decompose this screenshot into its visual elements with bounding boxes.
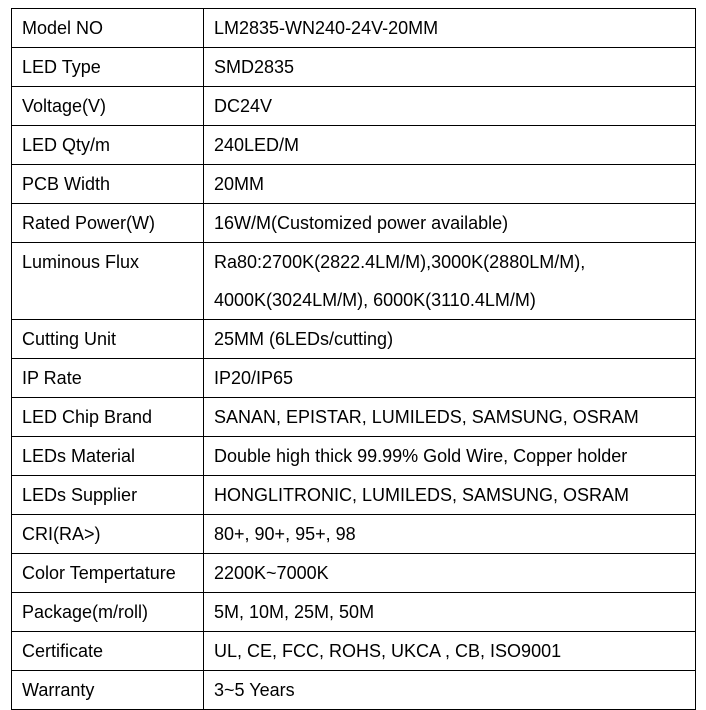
spec-value: [204, 243, 696, 320]
spec-value: [204, 515, 696, 554]
spec-row: [12, 48, 696, 87]
spec-value: [204, 632, 696, 671]
spec-row: [12, 671, 696, 710]
spec-label: Warranty: [12, 671, 204, 710]
spec-row: [12, 398, 696, 437]
spec-value: [204, 204, 696, 243]
spec-value-line: DC24V: [214, 96, 273, 116]
spec-row: [12, 515, 696, 554]
spec-label: LEDs Material: [12, 437, 204, 476]
spec-row: [12, 359, 696, 398]
spec-value-line: 20MM: [214, 174, 265, 194]
spec-value-line: IP20/IP65: [214, 368, 294, 388]
spec-row: [12, 87, 696, 126]
spec-row: [12, 126, 696, 165]
spec-value: [204, 9, 696, 48]
spec-row: [12, 320, 696, 359]
spec-label: Cutting Unit: [12, 320, 204, 359]
spec-row: [12, 204, 696, 243]
spec-label: Rated Power(W): [12, 204, 204, 243]
spec-label: PCB Width: [12, 165, 204, 204]
spec-label: CRI(RA>): [12, 515, 204, 554]
spec-value: [204, 398, 696, 437]
spec-label: LED Chip Brand: [12, 398, 204, 437]
spec-value: [204, 593, 696, 632]
spec-row: [12, 593, 696, 632]
spec-label: LED Qty/m: [12, 126, 204, 165]
spec-label: Package(m/roll): [12, 593, 204, 632]
spec-value: [204, 320, 696, 359]
spec-table: [11, 8, 696, 710]
spec-row: [12, 243, 696, 320]
spec-row: [12, 437, 696, 476]
spec-row: [12, 9, 696, 48]
spec-row: [12, 476, 696, 515]
spec-value-line: Double high thick 99.99% Gold Wire, Copper holder: [214, 446, 628, 466]
spec-label: LEDs Supplier: [12, 476, 204, 515]
spec-value-line: LM2835-WN240-24V-20MM: [214, 18, 439, 38]
spec-value-line: 240LED/M: [214, 135, 300, 155]
spec-value-line: 80+, 90+, 95+, 98: [214, 524, 356, 544]
spec-value-line: Ra80:2700K(2822.4LM/M),3000K(2880LM/M),: [214, 252, 586, 272]
spec-label: Color Tempertature: [12, 554, 204, 593]
spec-label: LED Type: [12, 48, 204, 87]
spec-value-line: HONGLITRONIC, LUMILEDS, SAMSUNG, OSRAM: [214, 485, 630, 505]
spec-value-line: 5M, 10M, 25M, 50M: [214, 602, 375, 622]
spec-value: [204, 87, 696, 126]
spec-label: Certificate: [12, 632, 204, 671]
spec-value-line: SMD2835: [214, 57, 295, 77]
spec-row: [12, 632, 696, 671]
spec-value-line: 4000K(3024LM/M), 6000K(3110.4LM/M): [214, 290, 536, 310]
spec-value: [204, 165, 696, 204]
spec-value-line: 2200K~7000K: [214, 563, 329, 583]
spec-value: [204, 476, 696, 515]
spec-value: [204, 126, 696, 165]
spec-value: [204, 554, 696, 593]
spec-label: Luminous Flux: [12, 243, 204, 320]
spec-table-body: [12, 9, 696, 710]
spec-label: Voltage(V): [12, 87, 204, 126]
spec-value: [204, 48, 696, 87]
spec-value: [204, 671, 696, 710]
spec-label: Model NO: [12, 9, 204, 48]
spec-value-line: 3~5 Years: [214, 680, 295, 700]
spec-value-line: UL, CE, FCC, ROHS, UKCA , CB, ISO9001: [214, 641, 562, 661]
spec-row: [12, 165, 696, 204]
spec-label: IP Rate: [12, 359, 204, 398]
spec-value-line: SANAN, EPISTAR, LUMILEDS, SAMSUNG, OSRAM: [214, 407, 639, 427]
spec-row: [12, 554, 696, 593]
spec-value-line: 16W/M(Customized power available): [214, 213, 509, 233]
spec-value: [204, 359, 696, 398]
spec-value: [204, 437, 696, 476]
spec-value-line: 25MM (6LEDs/cutting): [214, 329, 394, 349]
